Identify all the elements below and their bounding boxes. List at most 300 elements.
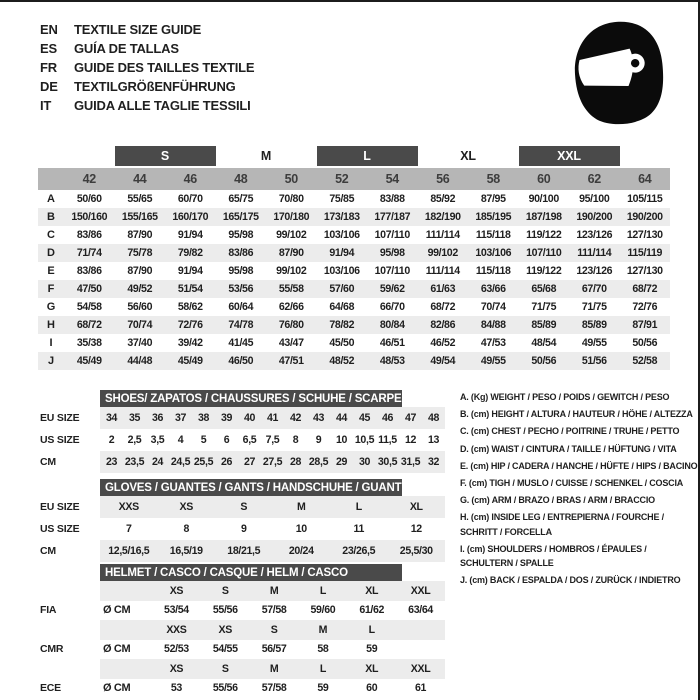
shoes-row-labels xyxy=(40,390,98,473)
cell-value: 3,5 xyxy=(150,434,165,446)
helmet-size-label: M xyxy=(269,662,279,675)
measurement-value: 107/110 xyxy=(374,229,410,241)
legend-item: F. (cm) TIGH / MUSLO / CUISSE / SCHENKEL / COSCIA xyxy=(460,478,684,489)
measurement-value: 105/115 xyxy=(627,193,663,205)
cell-value: 38 xyxy=(197,412,210,424)
row-letter: I xyxy=(49,337,53,349)
measurement-value: 61/63 xyxy=(430,283,456,295)
size-number: 44 xyxy=(133,172,147,186)
language-code: FR xyxy=(40,60,57,75)
cell-value: 10 xyxy=(335,434,348,446)
diameter-label: Ø CM xyxy=(103,604,131,617)
helmet-size-label: XL xyxy=(365,584,379,597)
row-letter: B xyxy=(47,211,55,223)
measurement-value: 187/198 xyxy=(525,211,562,223)
measurement-value: 127/130 xyxy=(626,265,663,277)
table-row xyxy=(100,518,445,540)
measurement-value: 48/53 xyxy=(379,355,405,367)
cell-value: 12 xyxy=(404,434,417,446)
table-row xyxy=(100,540,445,562)
helmet-size-row xyxy=(100,581,445,601)
helmet-size-label xyxy=(396,620,445,640)
language-row xyxy=(40,60,254,79)
measurement-value: 72/76 xyxy=(177,319,203,331)
size-number: 56 xyxy=(436,172,450,186)
measurement-value: 95/98 xyxy=(379,247,405,259)
measurement-row xyxy=(38,208,670,226)
helmet-value: 61/62 xyxy=(359,604,385,617)
measurement-row xyxy=(38,298,670,316)
row-label: EU SIZE xyxy=(40,501,80,513)
measurement-value: 65/68 xyxy=(531,283,557,295)
size-number: 50 xyxy=(284,172,298,186)
helmet-value: 58 xyxy=(317,643,329,656)
cell-value: 36 xyxy=(151,412,164,424)
measurement-value: 41/45 xyxy=(228,337,254,349)
cell-value: 37 xyxy=(174,412,187,424)
spacer-cell xyxy=(100,581,152,601)
size-group-header-row xyxy=(38,146,670,166)
measurement-value: 91/94 xyxy=(329,247,355,259)
standard-label: CMR xyxy=(40,643,64,656)
measurement-value: 50/60 xyxy=(76,193,102,205)
legend-item: H. (cm) INSIDE LEG / ENTREPIERNA / FOURCHE / SCHRITT / FORCELLA xyxy=(460,512,664,537)
row-letter: D xyxy=(47,247,55,259)
measurement-value: 70/74 xyxy=(480,301,506,313)
cell-value: 6 xyxy=(223,434,230,446)
legend-item: J. (cm) BACK / ESPALDA / DOS / ZURÜCK / INDIETRO xyxy=(460,575,681,586)
measurement-value: 87/90 xyxy=(278,247,304,259)
spacer-cell xyxy=(100,659,152,679)
size-number: 60 xyxy=(537,172,551,186)
measurement-value: 65/75 xyxy=(228,193,254,205)
measurement-value: 160/170 xyxy=(172,211,209,223)
cell-value: 30,5 xyxy=(377,456,398,468)
cell-value: 25,5 xyxy=(193,456,214,468)
cell-value: 12 xyxy=(410,523,422,535)
cell-value: 12,5/16,5 xyxy=(108,545,150,557)
measurement-value: 190/200 xyxy=(626,211,663,223)
measurement-value: 50/56 xyxy=(632,337,658,349)
racing-helmet-icon xyxy=(568,18,668,126)
size-number: 46 xyxy=(183,172,197,186)
helmet-value: 55/56 xyxy=(212,682,238,695)
measurement-value: 95/98 xyxy=(228,265,254,277)
measurement-value: 51/54 xyxy=(177,283,203,295)
helmet-size-label: XS xyxy=(218,623,232,636)
measurement-value: 49/52 xyxy=(127,283,153,295)
measurement-value: 83/88 xyxy=(379,193,405,205)
measurement-value: 49/55 xyxy=(581,337,607,349)
measurement-value: 87/90 xyxy=(127,265,153,277)
measurement-value: 83/86 xyxy=(228,247,254,259)
cell-value: 18/21,5 xyxy=(227,545,261,557)
language-row xyxy=(40,79,254,98)
cell-value: 30 xyxy=(358,456,371,468)
cell-value: 27 xyxy=(243,456,256,468)
cell-value: 13 xyxy=(427,434,440,446)
table-row xyxy=(100,429,445,451)
measurement-value: 39/42 xyxy=(177,337,203,349)
measurement-value: 47/53 xyxy=(480,337,506,349)
measurement-value: 87/95 xyxy=(480,193,506,205)
cell-value: 24,5 xyxy=(170,456,191,468)
cell-value: 8 xyxy=(183,523,190,535)
helmet-size-label: L xyxy=(368,623,375,636)
helmet-value xyxy=(396,640,445,660)
cell-value: 32 xyxy=(427,456,440,468)
measurement-value: 87/90 xyxy=(127,229,153,241)
language-title: GUÍA DE TALLAS xyxy=(74,41,179,56)
helmet-value: 53/54 xyxy=(164,604,189,617)
language-row xyxy=(40,22,254,41)
helmet-size-label: S xyxy=(221,584,229,597)
cell-value: 42 xyxy=(289,412,302,424)
cell-value: 25,5/30 xyxy=(399,545,433,557)
row-label: EU SIZE xyxy=(40,412,80,424)
measurement-value: 54/58 xyxy=(76,301,102,313)
spacer xyxy=(40,479,98,496)
measurement-value: 70/80 xyxy=(278,193,304,205)
measurement-value: 59/62 xyxy=(379,283,405,295)
helmet-size-row xyxy=(100,659,445,679)
size-number-row xyxy=(38,168,670,190)
measurement-value: 107/110 xyxy=(526,247,562,259)
cell-value: 20/24 xyxy=(288,545,314,557)
row-letter: F xyxy=(47,283,55,295)
row-letter: G xyxy=(46,301,56,313)
gloves-table xyxy=(100,479,445,562)
helmet-size-label: XXS xyxy=(166,623,187,636)
size-number: 42 xyxy=(82,172,96,186)
helmet-value: 63/64 xyxy=(408,604,433,617)
helmet-table xyxy=(100,564,445,698)
cell-value: 7,5 xyxy=(265,434,280,446)
measurement-value: 155/165 xyxy=(121,211,158,223)
measurement-value: 111/114 xyxy=(425,265,460,277)
measurement-value: 119/122 xyxy=(526,229,562,241)
spacer xyxy=(40,564,98,581)
helmet-size-label: XXL xyxy=(410,662,431,675)
cell-value: 40 xyxy=(243,412,256,424)
row-letter: J xyxy=(47,355,55,367)
cell-value: 7 xyxy=(125,523,132,535)
shoes-table xyxy=(100,390,445,473)
cell-value: 29 xyxy=(335,456,348,468)
measurement-value: 45/49 xyxy=(76,355,102,367)
cell-value: 28,5 xyxy=(308,456,329,468)
cell-value: 9 xyxy=(240,523,247,535)
shoes-table-title: SHOES/ ZAPATOS / CHAUSSURES / SCHUHE / SCARPE xyxy=(100,390,402,407)
measurement-value: 72/76 xyxy=(632,301,658,313)
language-title: TEXTILGRÖßENFÜHRUNG xyxy=(74,79,236,94)
measurement-value: 84/88 xyxy=(480,319,506,331)
helmet-size-label: L xyxy=(319,662,326,675)
language-title: GUIDA ALLE TAGLIE TESSILI xyxy=(74,98,251,113)
cell-value: M xyxy=(297,501,306,513)
cell-value: 27,5 xyxy=(262,456,283,468)
helmet-size-label: XXL xyxy=(410,584,431,597)
standard-label: ECE xyxy=(40,682,61,695)
cell-value: L xyxy=(355,501,362,513)
helmet-table-title: HELMET / CASCO / CASQUE / HELM / CASCO xyxy=(100,564,402,581)
measurement-value: 99/102 xyxy=(276,229,307,241)
measurement-value: 177/187 xyxy=(374,211,411,223)
helmet-value-row xyxy=(100,640,445,660)
language-title-list xyxy=(40,22,254,117)
legend-item: A. (Kg) WEIGHT / PESO / POIDS / GEWITCH / PESO xyxy=(460,392,670,402)
measurement-value: 95/100 xyxy=(579,193,610,205)
helmet-size-label: S xyxy=(221,662,229,675)
row-letter: C xyxy=(47,229,55,241)
cell-value: 4 xyxy=(177,434,184,446)
helmet-value: 55/56 xyxy=(212,604,238,617)
measurement-value: 83/86 xyxy=(76,265,102,277)
measurement-value: 52/58 xyxy=(632,355,658,367)
cell-value: 44 xyxy=(335,412,348,424)
measurement-value: 85/89 xyxy=(531,319,557,331)
cell-value: 6,5 xyxy=(242,434,257,446)
language-title: GUIDE DES TAILLES TEXTILE xyxy=(74,60,255,75)
cell-value: 23,5 xyxy=(124,456,145,468)
cell-value: 10,5 xyxy=(354,434,375,446)
measurement-value: 60/64 xyxy=(228,301,254,313)
helmet-size-row xyxy=(100,620,445,640)
cell-value: 26 xyxy=(220,456,233,468)
helmet-value: 61 xyxy=(415,682,427,695)
helmet-value: 54/55 xyxy=(212,643,238,656)
diameter-label: Ø CM xyxy=(103,643,131,656)
measurement-value: 99/102 xyxy=(427,247,458,259)
measurement-value: 45/50 xyxy=(329,337,355,349)
size-group-label: M xyxy=(260,149,272,163)
measurement-value: 58/62 xyxy=(177,301,203,313)
helmet-value: 59 xyxy=(366,643,378,656)
size-number: 58 xyxy=(486,172,500,186)
measurement-value: 60/70 xyxy=(177,193,203,205)
measurement-value: 85/92 xyxy=(430,193,456,205)
measurement-value: 75/85 xyxy=(329,193,355,205)
helmet-value-row xyxy=(100,679,445,699)
measurement-value: 51/56 xyxy=(581,355,607,367)
cell-value: 2 xyxy=(108,434,115,446)
row-letter: H xyxy=(47,319,55,331)
cell-value: S xyxy=(240,501,248,513)
measurement-value: 71/75 xyxy=(581,301,607,313)
measurement-value: 150/160 xyxy=(71,211,108,223)
cell-value: 39 xyxy=(220,412,233,424)
helmet-size-label: XL xyxy=(365,662,379,675)
measurement-value: 75/78 xyxy=(127,247,153,259)
measurement-value: 63/66 xyxy=(480,283,506,295)
measurement-value: 71/74 xyxy=(76,247,102,259)
language-code: DE xyxy=(40,79,58,94)
cell-value: 23 xyxy=(105,456,118,468)
size-group-label: XL xyxy=(460,149,476,163)
helmet-value: 57/58 xyxy=(261,604,287,617)
measurement-row xyxy=(38,262,670,280)
measurement-value: 103/106 xyxy=(323,265,360,277)
measurement-value: 46/51 xyxy=(379,337,405,349)
gloves-table-title: GLOVES / GUANTES / GANTS / HANDSCHUHE / GUANTI xyxy=(100,479,402,496)
measurement-value: 68/72 xyxy=(430,301,456,313)
cell-value: 9 xyxy=(315,434,322,446)
measurement-value: 37/40 xyxy=(127,337,153,349)
cell-value: 35 xyxy=(128,412,141,424)
measurement-value: 68/72 xyxy=(632,283,658,295)
spacer xyxy=(40,390,98,407)
helmet-value-row xyxy=(100,601,445,621)
measurement-row xyxy=(38,280,670,298)
measurement-row xyxy=(38,316,670,334)
measurement-value: 87/91 xyxy=(632,319,658,331)
measurement-value: 56/60 xyxy=(127,301,153,313)
language-title: TEXTILE SIZE GUIDE xyxy=(74,22,202,37)
cell-value: 34 xyxy=(105,412,118,424)
cell-value: 23/26,5 xyxy=(342,545,376,557)
measurement-row xyxy=(38,352,670,370)
cell-value: XXS xyxy=(118,501,139,513)
legend-item: E. (cm) HIP / CADERA / HANCHE / HÜFTE / HIPS / BACINO xyxy=(460,460,698,471)
cell-value: 43 xyxy=(312,412,325,424)
cell-value: 16,5/19 xyxy=(169,545,203,557)
cell-value: 28 xyxy=(289,456,302,468)
size-number: 52 xyxy=(335,172,349,186)
textile-size-table xyxy=(38,146,670,370)
measurement-value: 76/80 xyxy=(278,319,304,331)
measurement-row xyxy=(38,226,670,244)
cell-value: 11 xyxy=(353,523,364,535)
measurement-value: 80/84 xyxy=(379,319,405,331)
language-row xyxy=(40,98,254,117)
measurement-value: 49/54 xyxy=(430,355,456,367)
measurement-value: 190/200 xyxy=(576,211,613,223)
size-number: 54 xyxy=(385,172,399,186)
row-label: CM xyxy=(40,545,56,557)
row-letter: A xyxy=(47,193,55,205)
measurement-value: 55/58 xyxy=(278,283,304,295)
measurement-value: 79/82 xyxy=(177,247,203,259)
racing-helmet-svg xyxy=(568,18,668,126)
language-code: IT xyxy=(40,98,52,113)
cell-value: 24 xyxy=(151,456,164,468)
cell-value: 10 xyxy=(295,523,307,535)
diameter-label: Ø CM xyxy=(103,682,131,695)
measurement-value: 67/70 xyxy=(581,283,607,295)
row-label: CM xyxy=(40,456,56,468)
measurement-value: 91/94 xyxy=(177,229,203,241)
helmet-row-labels xyxy=(40,564,98,698)
helmet-size-label: XS xyxy=(169,584,184,597)
cell-value: 8 xyxy=(292,434,299,446)
measurement-value: 99/102 xyxy=(276,265,307,277)
measurement-value: 46/52 xyxy=(430,337,456,349)
measurement-value: 46/50 xyxy=(228,355,254,367)
helmet-size-label: M xyxy=(318,623,328,636)
cell-value: XL xyxy=(409,501,423,513)
cell-value: 46 xyxy=(381,412,394,424)
row-letter: E xyxy=(47,265,55,277)
cell-value: 41 xyxy=(266,412,279,424)
measurement-value: 182/190 xyxy=(424,211,461,223)
measurement-value: 78/82 xyxy=(329,319,355,331)
measurement-value: 48/54 xyxy=(531,337,557,349)
measurement-row xyxy=(38,190,670,208)
language-row xyxy=(40,41,254,60)
measurement-value: 55/65 xyxy=(127,193,153,205)
measurement-value: 64/68 xyxy=(329,301,355,313)
measurement-value: 83/86 xyxy=(76,229,102,241)
spacer xyxy=(40,659,98,679)
measurement-value: 62/66 xyxy=(278,301,304,313)
measurement-value: 91/94 xyxy=(177,265,203,277)
table-row xyxy=(100,496,445,518)
measurement-value: 70/74 xyxy=(127,319,153,331)
size-number: 48 xyxy=(234,172,248,186)
measurement-value: 82/86 xyxy=(430,319,456,331)
measurement-value: 90/100 xyxy=(528,193,559,205)
measurement-value: 68/72 xyxy=(76,319,102,331)
helmet-value: 52/53 xyxy=(164,643,189,656)
measurement-value: 74/78 xyxy=(228,319,254,331)
cell-value: 48 xyxy=(427,412,440,424)
spacer xyxy=(40,581,98,601)
cell-value: 2,5 xyxy=(127,434,142,446)
helmet-value: 57/58 xyxy=(261,682,287,695)
measurement-row xyxy=(38,334,670,352)
row-label: US SIZE xyxy=(40,434,80,446)
row-label: US SIZE xyxy=(40,523,80,535)
spacer-cell xyxy=(100,620,152,640)
legend-item: D. (cm) WAIST / CINTURA / TAILLE / HÜFTUNG / VITA xyxy=(460,443,677,454)
size-number: 64 xyxy=(638,172,652,186)
measurement-value: 111/114 xyxy=(577,247,612,259)
size-group-label: L xyxy=(317,146,418,166)
measurement-value: 123/126 xyxy=(576,229,613,241)
measurement-value: 107/110 xyxy=(374,265,410,277)
measurement-value: 85/89 xyxy=(581,319,607,331)
legend-item: B. (cm) HEIGHT / ALTURA / HAUTEUR / HÖHE / ALTEZZA xyxy=(460,409,693,420)
measurement-value: 127/130 xyxy=(626,229,663,241)
measurement-value: 103/106 xyxy=(323,229,360,241)
helmet-size-label: M xyxy=(269,584,279,597)
measurement-value: 165/175 xyxy=(222,211,259,223)
measurement-value: 57/60 xyxy=(329,283,355,295)
measurement-row xyxy=(38,244,670,262)
helmet-size-label: S xyxy=(270,623,278,636)
language-code: ES xyxy=(40,41,57,56)
measurement-value: 95/98 xyxy=(228,229,254,241)
helmet-size-label: XS xyxy=(169,662,184,675)
size-number: 62 xyxy=(587,172,601,186)
gloves-row-labels xyxy=(40,479,98,562)
measurement-value: 115/118 xyxy=(475,229,511,241)
spacer xyxy=(40,620,98,640)
measurement-value: 47/51 xyxy=(278,355,304,367)
cell-value: 45 xyxy=(358,412,371,424)
size-group-label: S xyxy=(115,146,216,166)
measurement-value: 43/47 xyxy=(278,337,304,349)
cell-value: 47 xyxy=(404,412,417,424)
measurement-value: 111/114 xyxy=(425,229,460,241)
size-group-label: XXL xyxy=(519,146,620,166)
measurement-value: 66/70 xyxy=(379,301,405,313)
measurement-value: 71/75 xyxy=(531,301,557,313)
helmet-value: 59 xyxy=(317,682,329,695)
legend-item: I. (cm) SHOULDERS / HOMBROS / ÉPAULES / SCHULTERN / SPALLE xyxy=(460,543,647,569)
helmet-size-label: L xyxy=(319,584,326,597)
measurement-value: 115/118 xyxy=(475,265,511,277)
